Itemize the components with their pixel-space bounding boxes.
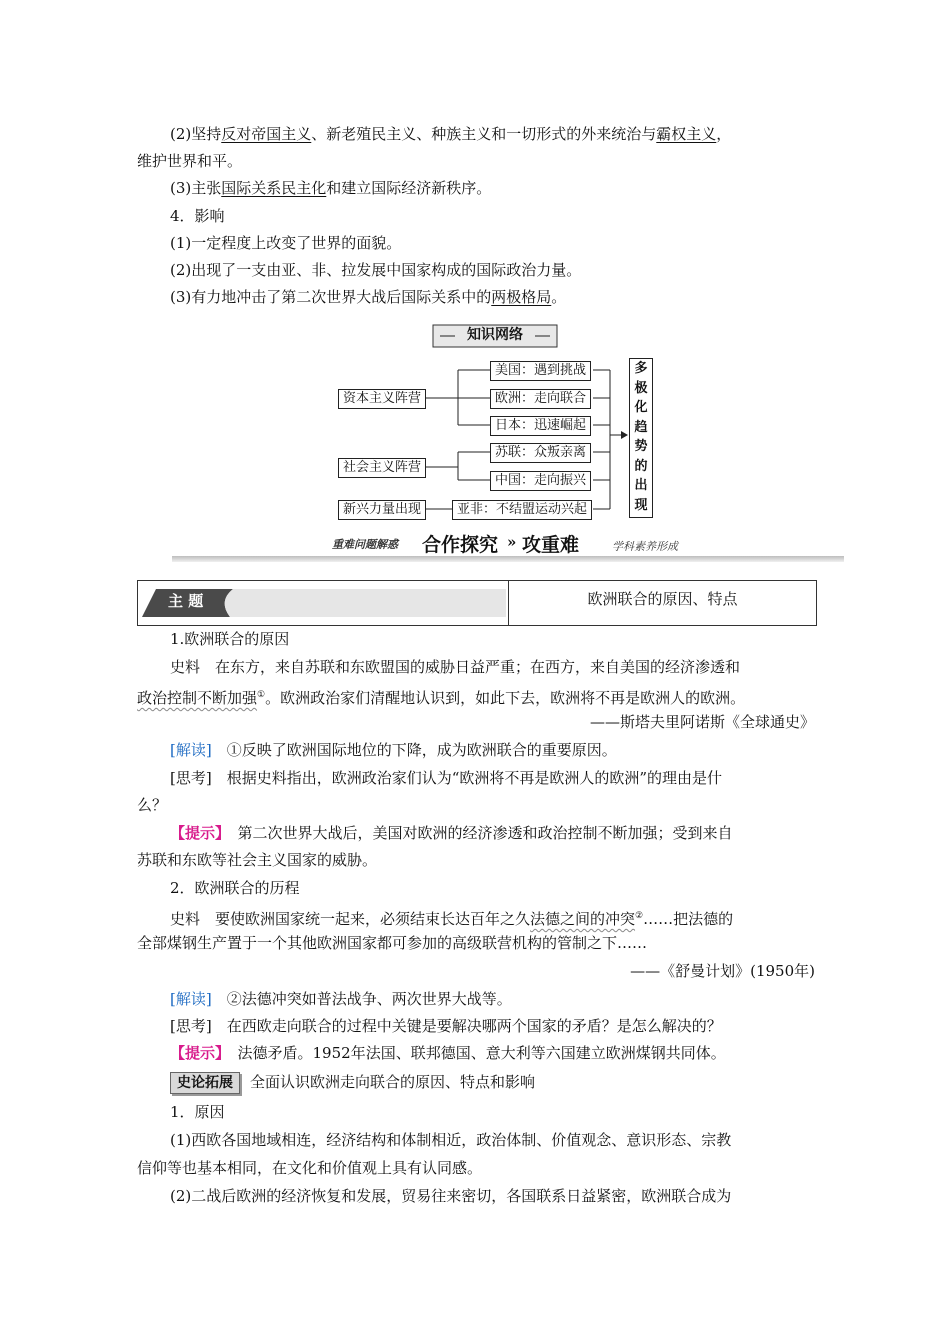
topic-label: 主 题 — [168, 592, 204, 610]
banner-title-b: 攻重难 — [522, 534, 580, 556]
tag-think: [思考] — [170, 1017, 212, 1035]
text: (3)有力地冲击了第二次世界大战后国际关系中的 — [170, 288, 492, 306]
tag-interpretation: [解读] — [170, 990, 212, 1008]
cause-2-line1: (2)二战后欧洲的经济恢复和发展，贸易往来密切，各国联系日益紧密，欧洲联合成为 — [170, 1187, 732, 1205]
text: 根据史料指出，欧洲政治家们认为“欧洲将不再是欧洲人的欧洲”的理由是什 — [211, 769, 723, 787]
node-asia-africa: 亚非：不结盟运动兴起 — [452, 500, 592, 520]
underlined-term: 两极格局 — [491, 288, 552, 306]
node-socialist-camp: 社会主义阵营 — [338, 458, 426, 478]
topic-label-cell — [138, 581, 509, 625]
node-china: 中国：走向振兴 — [490, 471, 591, 491]
banner-left-caption: 重难问题解惑 — [332, 538, 398, 551]
tag-interpretation: [解读] — [170, 741, 212, 759]
influence-1: (1)一定程度上改变了世界的面貌。 — [170, 234, 402, 252]
char: 趋 — [634, 419, 648, 435]
node-europe: 欧洲：走向联合 — [490, 389, 591, 409]
node-new-forces: 新兴力量出现 — [338, 500, 426, 520]
annotation-marker: ① — [257, 690, 266, 700]
text: ①反映了欧洲国际地位的下降，成为欧洲联合的重要原因。 — [211, 741, 617, 759]
char: 势 — [634, 439, 648, 454]
char: 现 — [634, 497, 648, 513]
text: (3)主张 — [170, 179, 222, 197]
underlined-term: 国际关系民主化 — [221, 179, 327, 197]
causes-heading: 1．原因 — [170, 1103, 225, 1121]
text: (2)坚持 — [170, 125, 222, 143]
section-heading-influence: 4．影响 — [170, 207, 225, 225]
hint-1 — [170, 821, 850, 845]
question-1 — [170, 766, 850, 790]
interpretation-1 — [170, 738, 850, 762]
text: 、新老殖民主义、种族主义和一切形式的外来统治与 — [311, 125, 657, 143]
section-banner — [172, 530, 844, 564]
principle-2-cont: 维护世界和平。 — [137, 152, 243, 170]
node-multipolar-trend — [629, 358, 653, 518]
char: 的 — [634, 458, 648, 474]
tag-hint: 【提示】 — [170, 1044, 223, 1062]
topic-title: 欧洲联合的原因、特点 — [587, 590, 738, 608]
banner-arrow-icon: » — [507, 533, 517, 551]
node-capitalist-camp: 资本主义阵营 — [338, 389, 426, 409]
source-2-citation: ——《舒曼计划》(1950年) — [630, 962, 815, 980]
source-1-line1: 史料 在东方，来自苏联和东欧盟国的威胁日益严重；在西方，来自美国的经济渗透和 — [170, 658, 741, 676]
hint-1-cont: 苏联和东欧等社会主义国家的威胁。 — [137, 851, 378, 869]
banner-title-a: 合作探究 — [422, 534, 499, 556]
tag-think: [思考] — [170, 769, 212, 787]
cause-1-line1: (1)西欧各国地域相连，经济结构和体制相近，政治体制、价值观念、意识形态、宗教 — [170, 1131, 732, 1149]
text: 。 — [551, 288, 567, 306]
underlined-term: 反对帝国主义 — [221, 125, 312, 143]
char: 化 — [634, 400, 648, 415]
annotated-phrase: 政治控制不断加强 — [137, 689, 258, 707]
influence-3 — [170, 285, 850, 309]
node-usa: 美国：遇到挑战 — [490, 361, 591, 381]
question-2 — [170, 1014, 850, 1038]
knowledge-network-diagram — [330, 322, 670, 522]
influence-2: (2)出现了一支由亚、非、拉发展中国家构成的国际政治力量。 — [170, 261, 582, 279]
banner-rule — [172, 556, 844, 562]
hint-2 — [170, 1041, 850, 1065]
text: ②法德冲突如普法战争、两次世界大战等。 — [211, 990, 512, 1008]
source-2-line1 — [170, 904, 850, 931]
extension-heading — [170, 1070, 850, 1094]
text: 第二次世界大战后，美国对欧洲的经济渗透和政治控制不断加强；受到来自 — [222, 824, 733, 842]
annotated-phrase: 法德之间的冲突 — [530, 910, 636, 928]
text: 法德矛盾。1952年法国、联邦德国、意大利等六国建立欧洲煤钢共同体。 — [222, 1044, 726, 1062]
diagram-title: 知识网络 — [467, 327, 523, 343]
annotation-marker: ② — [635, 911, 644, 921]
principle-2-line — [170, 122, 850, 146]
principle-3-line — [170, 176, 850, 200]
node-ussr: 苏联：众叛亲离 — [490, 443, 591, 463]
source-1-citation: ——斯塔夫里阿诺斯《全球通史》 — [589, 713, 815, 731]
source-1-line2 — [137, 683, 817, 710]
topic-header-table — [137, 580, 817, 626]
underlined-term: 霸权主义 — [656, 125, 717, 143]
text: 全面认识欧洲走向联合的原因、特点和影响 — [250, 1073, 536, 1091]
text: ……把法德的 — [643, 910, 734, 928]
node-japan: 日本：迅速崛起 — [490, 416, 591, 436]
interpretation-2 — [170, 987, 850, 1011]
text: 在西欧走向联合的过程中关键是要解决哪两个国家的矛盾？是怎么解决的？ — [211, 1017, 722, 1035]
char: 出 — [634, 478, 648, 493]
char: 多 — [634, 361, 648, 376]
text: ， — [716, 125, 732, 143]
char: 极 — [634, 380, 648, 396]
subheading-causes: 1.欧洲联合的原因 — [170, 630, 290, 648]
extension-badge: 史论拓展 — [170, 1072, 240, 1094]
banner-right-caption: 学科素养形成 — [612, 540, 678, 553]
source-2-line2: 全部煤钢生产置于一个其他欧洲国家都可参加的高级联营机构的管制之下…… — [137, 934, 648, 952]
text: 和建立国际经济新秩序。 — [326, 179, 492, 197]
text: 。欧洲政治家们清醒地认识到，如此下去，欧洲将不再是欧洲人的欧洲。 — [265, 689, 746, 707]
tag-hint: 【提示】 — [170, 824, 223, 842]
subheading-history: 2．欧洲联合的历程 — [170, 879, 300, 897]
question-1-cont: 么？ — [137, 796, 168, 814]
text: 史料 要使欧洲国家统一起来，必须结束长达百年之久 — [170, 910, 531, 928]
cause-1-line2: 信仰等也基本相同，在文化和价值观上具有认同感。 — [137, 1159, 483, 1177]
